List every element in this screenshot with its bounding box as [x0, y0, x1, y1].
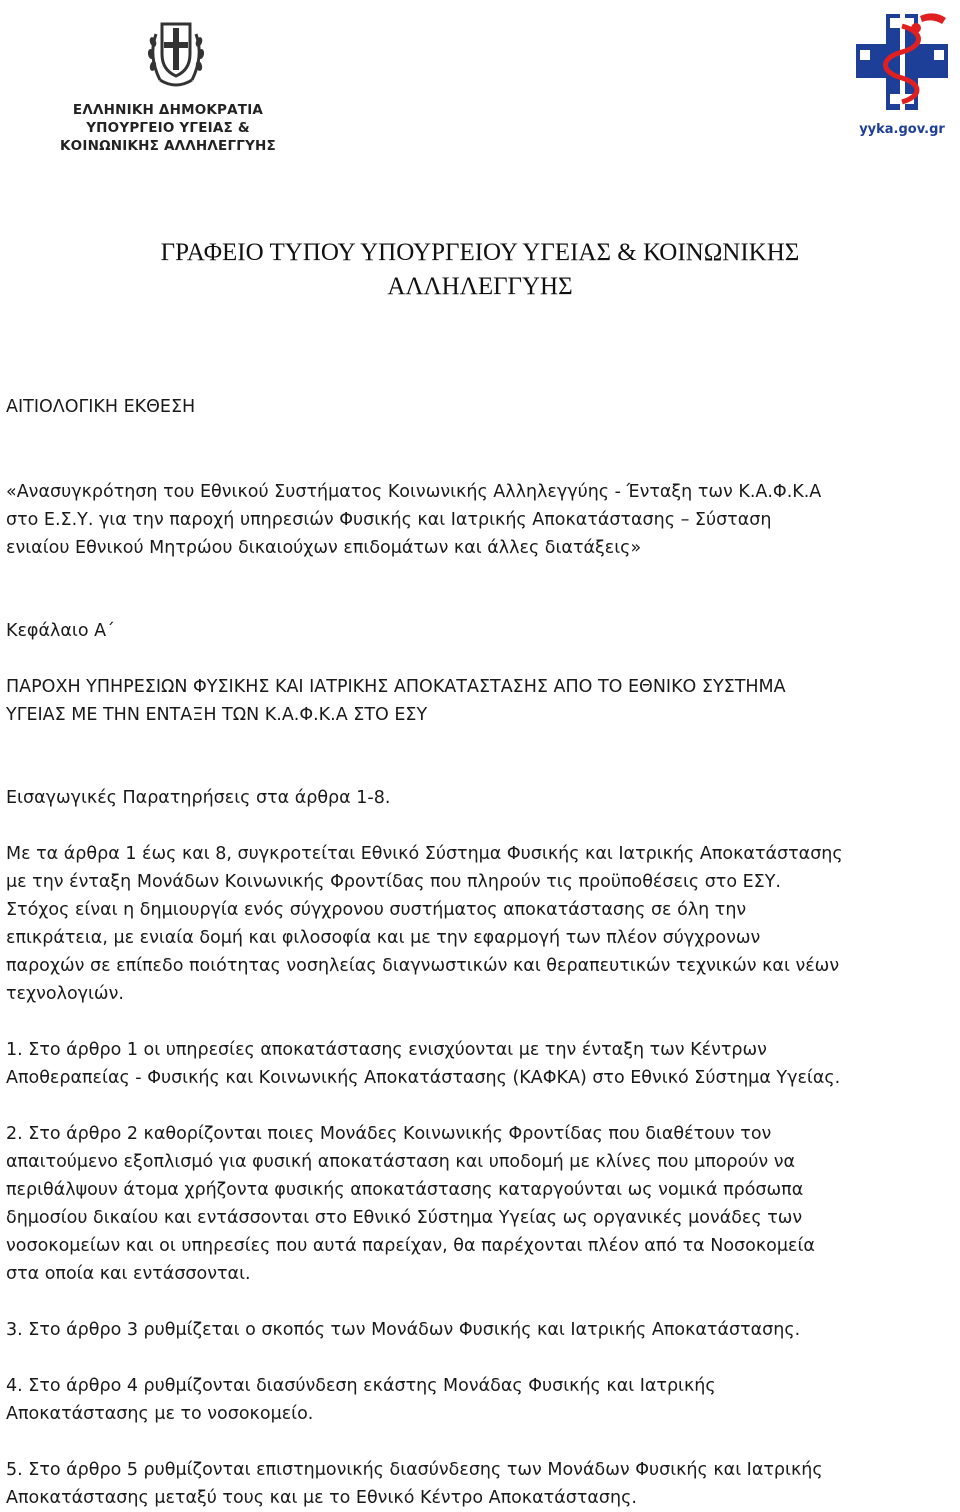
- ministry-line-2: ΥΠΟΥΡΓΕΙΟ ΥΓΕΙΑΣ &: [86, 120, 250, 136]
- chapter-label: Κεφάλαιο Α΄: [6, 621, 115, 641]
- paragraph-line: 3. Στο άρθρο 3 ρυθμίζεται ο σκοπός των Μονάδων Φυσικής και Ιατρικής Αποκατάστασης.: [6, 1320, 801, 1340]
- paragraph-line: Με τα άρθρα 1 έως και 8, συγκροτείται Εθνικό Σύστημα Φυσικής και Ιατρικής Αποκατάστασης: [6, 844, 843, 864]
- yyka-url: yyka.gov.gr: [859, 122, 945, 137]
- paragraph-line: Αποθεραπείας - Φυσικής και Κοινωνικής Αποκατάστασης (ΚΑΦΚΑ) στο Εθνικό Σύστημα Υγείας.: [6, 1068, 841, 1088]
- paragraph-line: επικράτεια, με ενιαία δομή και φιλοσοφία και με την εφαρμογή των πλέον σύγχρονων: [6, 928, 761, 948]
- medical-cross-caduceus-icon: [850, 6, 954, 118]
- article-1-paragraph: [6, 1036, 958, 1092]
- page-title: [0, 236, 960, 304]
- intro-paragraph: [6, 840, 958, 1008]
- ministry-line-3: ΚΟΙΝΩΝΙΚΗΣ ΑΛΛΗΛΕΓΓΥΗΣ: [60, 138, 276, 154]
- ministry-line-1: ΕΛΛΗΝΙΚΗ ΔΗΜΟΚΡΑΤΙΑ: [72, 102, 264, 118]
- paragraph-line: 2. Στο άρθρο 2 καθορίζονται ποιες Μονάδες Κοινωνικής Φροντίδας που διαθέτουν τον: [6, 1124, 772, 1144]
- paragraph-line: απαιτούμενο εξοπλισμό για φυσική αποκατάσταση και υποδομή με κλίνες που μπορούν να: [6, 1152, 796, 1172]
- bill-title-line: στο Ε.Σ.Υ. για την παροχή υπηρεσιών Φυσικής και Ιατρικής Αποκατάστασης – Σύσταση: [6, 510, 772, 530]
- paragraph-line: Αποκατάστασης μεταξύ τους και με το Εθνικό Κέντρο Αποκατάστασης.: [6, 1488, 637, 1508]
- title-line: ΑΛΛΗΛΕΓΓΥΗΣ: [387, 273, 573, 300]
- paragraph-line: νοσοκομείων και οι υπηρεσίες που αυτά παρείχαν, θα παρέχονται πλέον από τα Νοσοκομεία: [6, 1236, 815, 1256]
- article-3-paragraph: [6, 1316, 958, 1344]
- report-label: ΑΙΤΙΟΛΟΓΙΚΗ ΕΚΘΕΣΗ: [6, 397, 196, 417]
- article-2-paragraph: [6, 1120, 958, 1288]
- article-5-paragraph: [6, 1456, 958, 1512]
- ministry-logo: [38, 10, 298, 160]
- chapter-title-line: ΥΓΕΙΑΣ ΜΕ ΤΗΝ ΕΝΤΑΞΗ ΤΩΝ Κ.Α.Φ.Κ.Α ΣΤΟ ΕΣΥ: [6, 705, 428, 725]
- paragraph-line: τεχνολογιών.: [6, 984, 124, 1004]
- bill-title-line: «Ανασυγκρότηση του Εθνικού Συστήματος Κοινωνικής Αλληλεγγύης - Ένταξη των Κ.Α.Φ.Κ.Α: [6, 482, 822, 502]
- paragraph-line: Στόχος είναι η δημιουργία ενός σύγχρονου συστήματος αποκατάστασης σε όλη την: [6, 900, 747, 920]
- paragraph-line: με την ένταξη Μονάδων Κοινωνικής Φροντίδας που πληρούν τις προϋποθέσεις στο ΕΣΥ.: [6, 872, 781, 892]
- greek-coat-of-arms-icon: [142, 14, 210, 94]
- paragraph-line: Αποκατάστασης με το νοσοκομείο.: [6, 1404, 314, 1424]
- bill-title: [6, 478, 958, 562]
- intro-heading: Εισαγωγικές Παρατηρήσεις στα άρθρα 1-8.: [6, 788, 391, 808]
- paragraph-line: παροχών σε επίπεδο ποιότητας νοσηλείας διαγνωστικών και θεραπευτικών τεχνικών και νέων: [6, 956, 840, 976]
- yyka-logo: [850, 6, 954, 146]
- article-4-paragraph: [6, 1372, 958, 1428]
- paragraph-line: 5. Στο άρθρο 5 ρυθμίζονται επιστημονικής διασύνδεσης των Μονάδων Φυσικής και Ιατρικής: [6, 1460, 823, 1480]
- paragraph-line: στα οποία και εντάσσονται.: [6, 1264, 251, 1284]
- paragraph-line: δημοσίου δικαίου και εντάσσονται στο Εθνικό Σύστημα Υγείας ως οργανικές μονάδες των: [6, 1208, 803, 1228]
- title-line: ΓΡΑΦΕΙΟ ΤΥΠΟΥ ΥΠΟΥΡΓΕΙΟΥ ΥΓΕΙΑΣ & ΚΟΙΝΩΝΙΚΗΣ: [160, 239, 800, 266]
- paragraph-line: 4. Στο άρθρο 4 ρυθμίζονται διασύνδεση εκάστης Μονάδας Φυσικής και Ιατρικής: [6, 1376, 716, 1396]
- bill-title-line: ενιαίου Εθνικού Μητρώου δικαιούχων επιδομάτων και άλλες διατάξεις»: [6, 538, 642, 558]
- chapter-title-line: ΠΑΡΟΧΗ ΥΠΗΡΕΣΙΩΝ ΦΥΣΙΚΗΣ ΚΑΙ ΙΑΤΡΙΚΗΣ ΑΠΟΚΑΤΑΣΤΑΣΗΣ ΑΠΟ ΤΟ ΕΘΝΙΚΟ ΣΥΣΤΗΜΑ: [6, 677, 786, 697]
- paragraph-line: 1. Στο άρθρο 1 οι υπηρεσίες αποκατάστασης ενισχύονται με την ένταξη των Κέντρων: [6, 1040, 767, 1060]
- chapter-title: [6, 673, 958, 729]
- paragraph-line: περιθάλψουν άτομα χρήζοντα φυσικής αποκατάστασης καταργούνται ως νομικά πρόσωπα: [6, 1180, 804, 1200]
